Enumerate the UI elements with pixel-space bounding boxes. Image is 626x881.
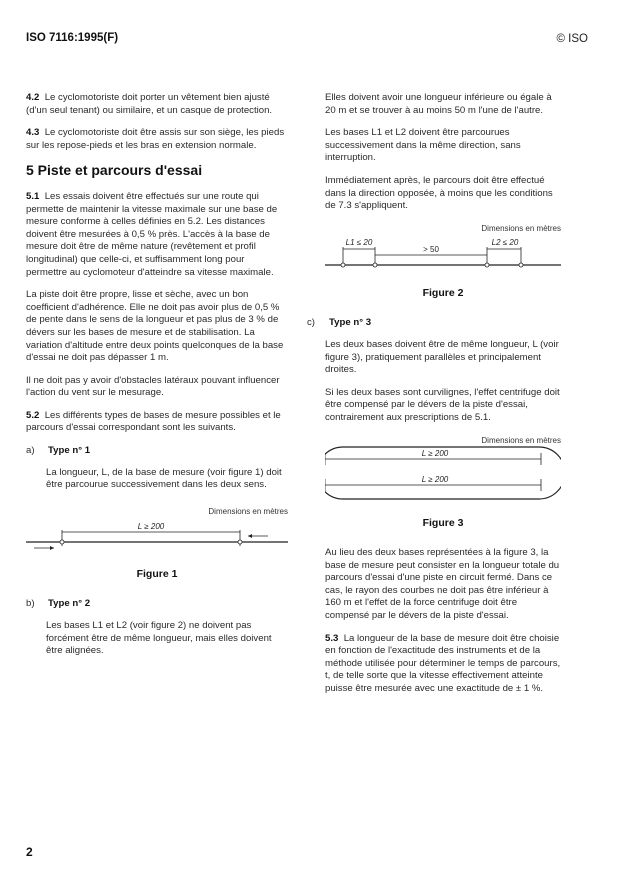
item-a-heading (26, 445, 288, 458)
clause-number: 4.2 (26, 92, 40, 103)
right-column (307, 92, 561, 706)
item-title: Type n° 1 (48, 445, 91, 457)
item-b-heading (26, 598, 288, 611)
figure-2-l2-label: L2 ≤ 20 (491, 237, 519, 247)
item-label: b) (26, 598, 35, 610)
item-title: Type n° 3 (329, 317, 372, 329)
clause-text: Le cyclomotoriste doit être assis sur son siège, les pieds sur les repose-pieds et les bras en extension normale. (26, 127, 285, 151)
figure-3-top-label: L ≥ 200 (421, 448, 449, 458)
figure-2-gap-label: > 50 (423, 244, 439, 254)
item-c-text: Les deux bases doivent être de même longueur, L (voir figure 3), pratiquement parallèles et principalement droites. (325, 338, 559, 376)
clause-5-2 (26, 410, 288, 435)
section-5-title: 5 Piste et parcours d'essai (26, 162, 203, 179)
clause-number: 5.1 (26, 190, 40, 202)
figure-3-caption: Figure 3 (422, 516, 464, 529)
item-label: a) (26, 445, 35, 457)
clause-text: Les différents types de bases de mesure possibles et le parcours d'essai correspondant sont les suivants. (26, 409, 281, 434)
item-c-heading (307, 317, 561, 330)
item-b-text: Les bases L1 et L2 (voir figure 2) ne doivent pas forcément être de même longueur, mais elles doivent être alignées. (46, 620, 272, 657)
clause-text: Les essais doivent être effectués sur une route qui permette de maintenir la vitesse maximale sur une base de mesure conforme à celles définies en 5.2. Les distances doivent être mesurées à 0,5 % près. L'accès à la base de mesure doit être de même nature (revêtement et profil longitudinal) que celle-ci, et suffisamment long pour permettre au cyclomoteur d'atteindre sa vitesse maximale. (26, 190, 278, 278)
clause-5-1-paragraph-2: La piste doit être propre, lisse et sèche, avec un bon coefficient d'adhérence. Elle ne doit pas avoir plus de 0,5 % de pente dans le sens de la longueur et pas plus de 3 % de dévers sur les bases de mesure et de stabilisation. La variation d'altitude entre deux points quelconques de la base d'essai ne doit pas dépasser 1 m. (26, 289, 284, 364)
clause-5-1 (26, 191, 288, 279)
page-number: 2 (26, 845, 33, 859)
figure-1-caption: Figure 1 (136, 567, 178, 580)
clause-5-1-paragraph-3: Il ne doit pas y avoir d'obstacles latéraux pouvant influencer l'action du vent sur le mesurage. (26, 374, 280, 399)
figure-2-l1-label: L1 ≤ 20 (345, 237, 373, 247)
figure-3 (325, 435, 561, 507)
type-2-return-text: Immédiatement après, le parcours doit être effectué dans la direction opposée, à moins que les conditions de 7.3 s'appliquent. (325, 174, 553, 212)
type-2-length-text: Elles doivent avoir une longueur inférieure ou égale à 20 m et se trouver à au moins 50 m l'une de l'autre. (325, 92, 552, 116)
clause-number: 4.3 (26, 127, 40, 139)
copyright-mark: © ISO (556, 33, 588, 45)
arrowhead (50, 546, 54, 550)
item-a-text: La longueur, L, de la base de mesure (voir figure 1) doit être parcourue successivement dans les deux sens. (46, 466, 282, 491)
clause-4-3 (26, 127, 288, 152)
figure-2 (325, 223, 561, 277)
figure-1-dimensions-note: Dimensions en mètres (208, 506, 288, 516)
l1-start-point (341, 263, 345, 267)
clause-number: 5.2 (26, 409, 40, 421)
item-c-text-2: Si les deux bases sont curvilignes, l'effet centrifuge doit être compensé par le dévers de la piste d'essai, contrairement aux prescriptions de 5.1. (325, 386, 560, 423)
clause-text: La longueur de la base de mesure doit être choisie en fonction de l'exactitude des instruments et de la méthode utilisée pour déterminer le temps de parcours, t, de telle sorte que la vitesse effectivement atteinte puisse être mesurée avec une exactitude de ± 1 %. (325, 632, 561, 695)
l1-end-point (373, 263, 377, 267)
base-end-point (238, 540, 242, 544)
type-2-direction-text: Les bases L1 et L2 doivent être parcourues successivement dans la même direction, sans interruption. (325, 127, 521, 164)
l2-start-point (485, 263, 489, 267)
figure-3-dimensions-note: Dimensions en mètres (481, 435, 561, 445)
clause-5-3 (325, 633, 561, 696)
item-title: Type n° 2 (48, 598, 91, 610)
left-column (26, 92, 288, 668)
clause-number: 5.3 (325, 632, 339, 644)
figure-1-length-label: L ≥ 200 (137, 521, 165, 531)
figure-3-bottom-label: L ≥ 200 (421, 474, 449, 484)
figure-2-caption: Figure 2 (422, 286, 464, 299)
l2-end-point (519, 263, 523, 267)
clause-4-2 (26, 92, 288, 117)
closed-circuit-text: Au lieu des deux bases représentées à la figure 3, la base de mesure peut consister en la longueur totale du parcours d'essai d'une piste en circuit fermé. Dans ce cas, le rayon des courbes ne doit pas être inférieur à 160 m et l'effet de la force centrifuge doit être compensé par le dévers de la piste d'essai. (325, 547, 560, 622)
standard-reference: ISO 7116:1995(F) (26, 32, 119, 44)
base-start-point (60, 540, 64, 544)
item-label: c) (307, 317, 315, 329)
clause-text: Le cyclomotoriste doit porter un vêtement bien ajusté (d'un seul tenant) ou similaire, et un casque de protection. (26, 92, 273, 116)
figure-2-dimensions-note: Dimensions en mètres (481, 223, 561, 233)
arrowhead (248, 534, 252, 538)
figure-1 (26, 506, 288, 558)
